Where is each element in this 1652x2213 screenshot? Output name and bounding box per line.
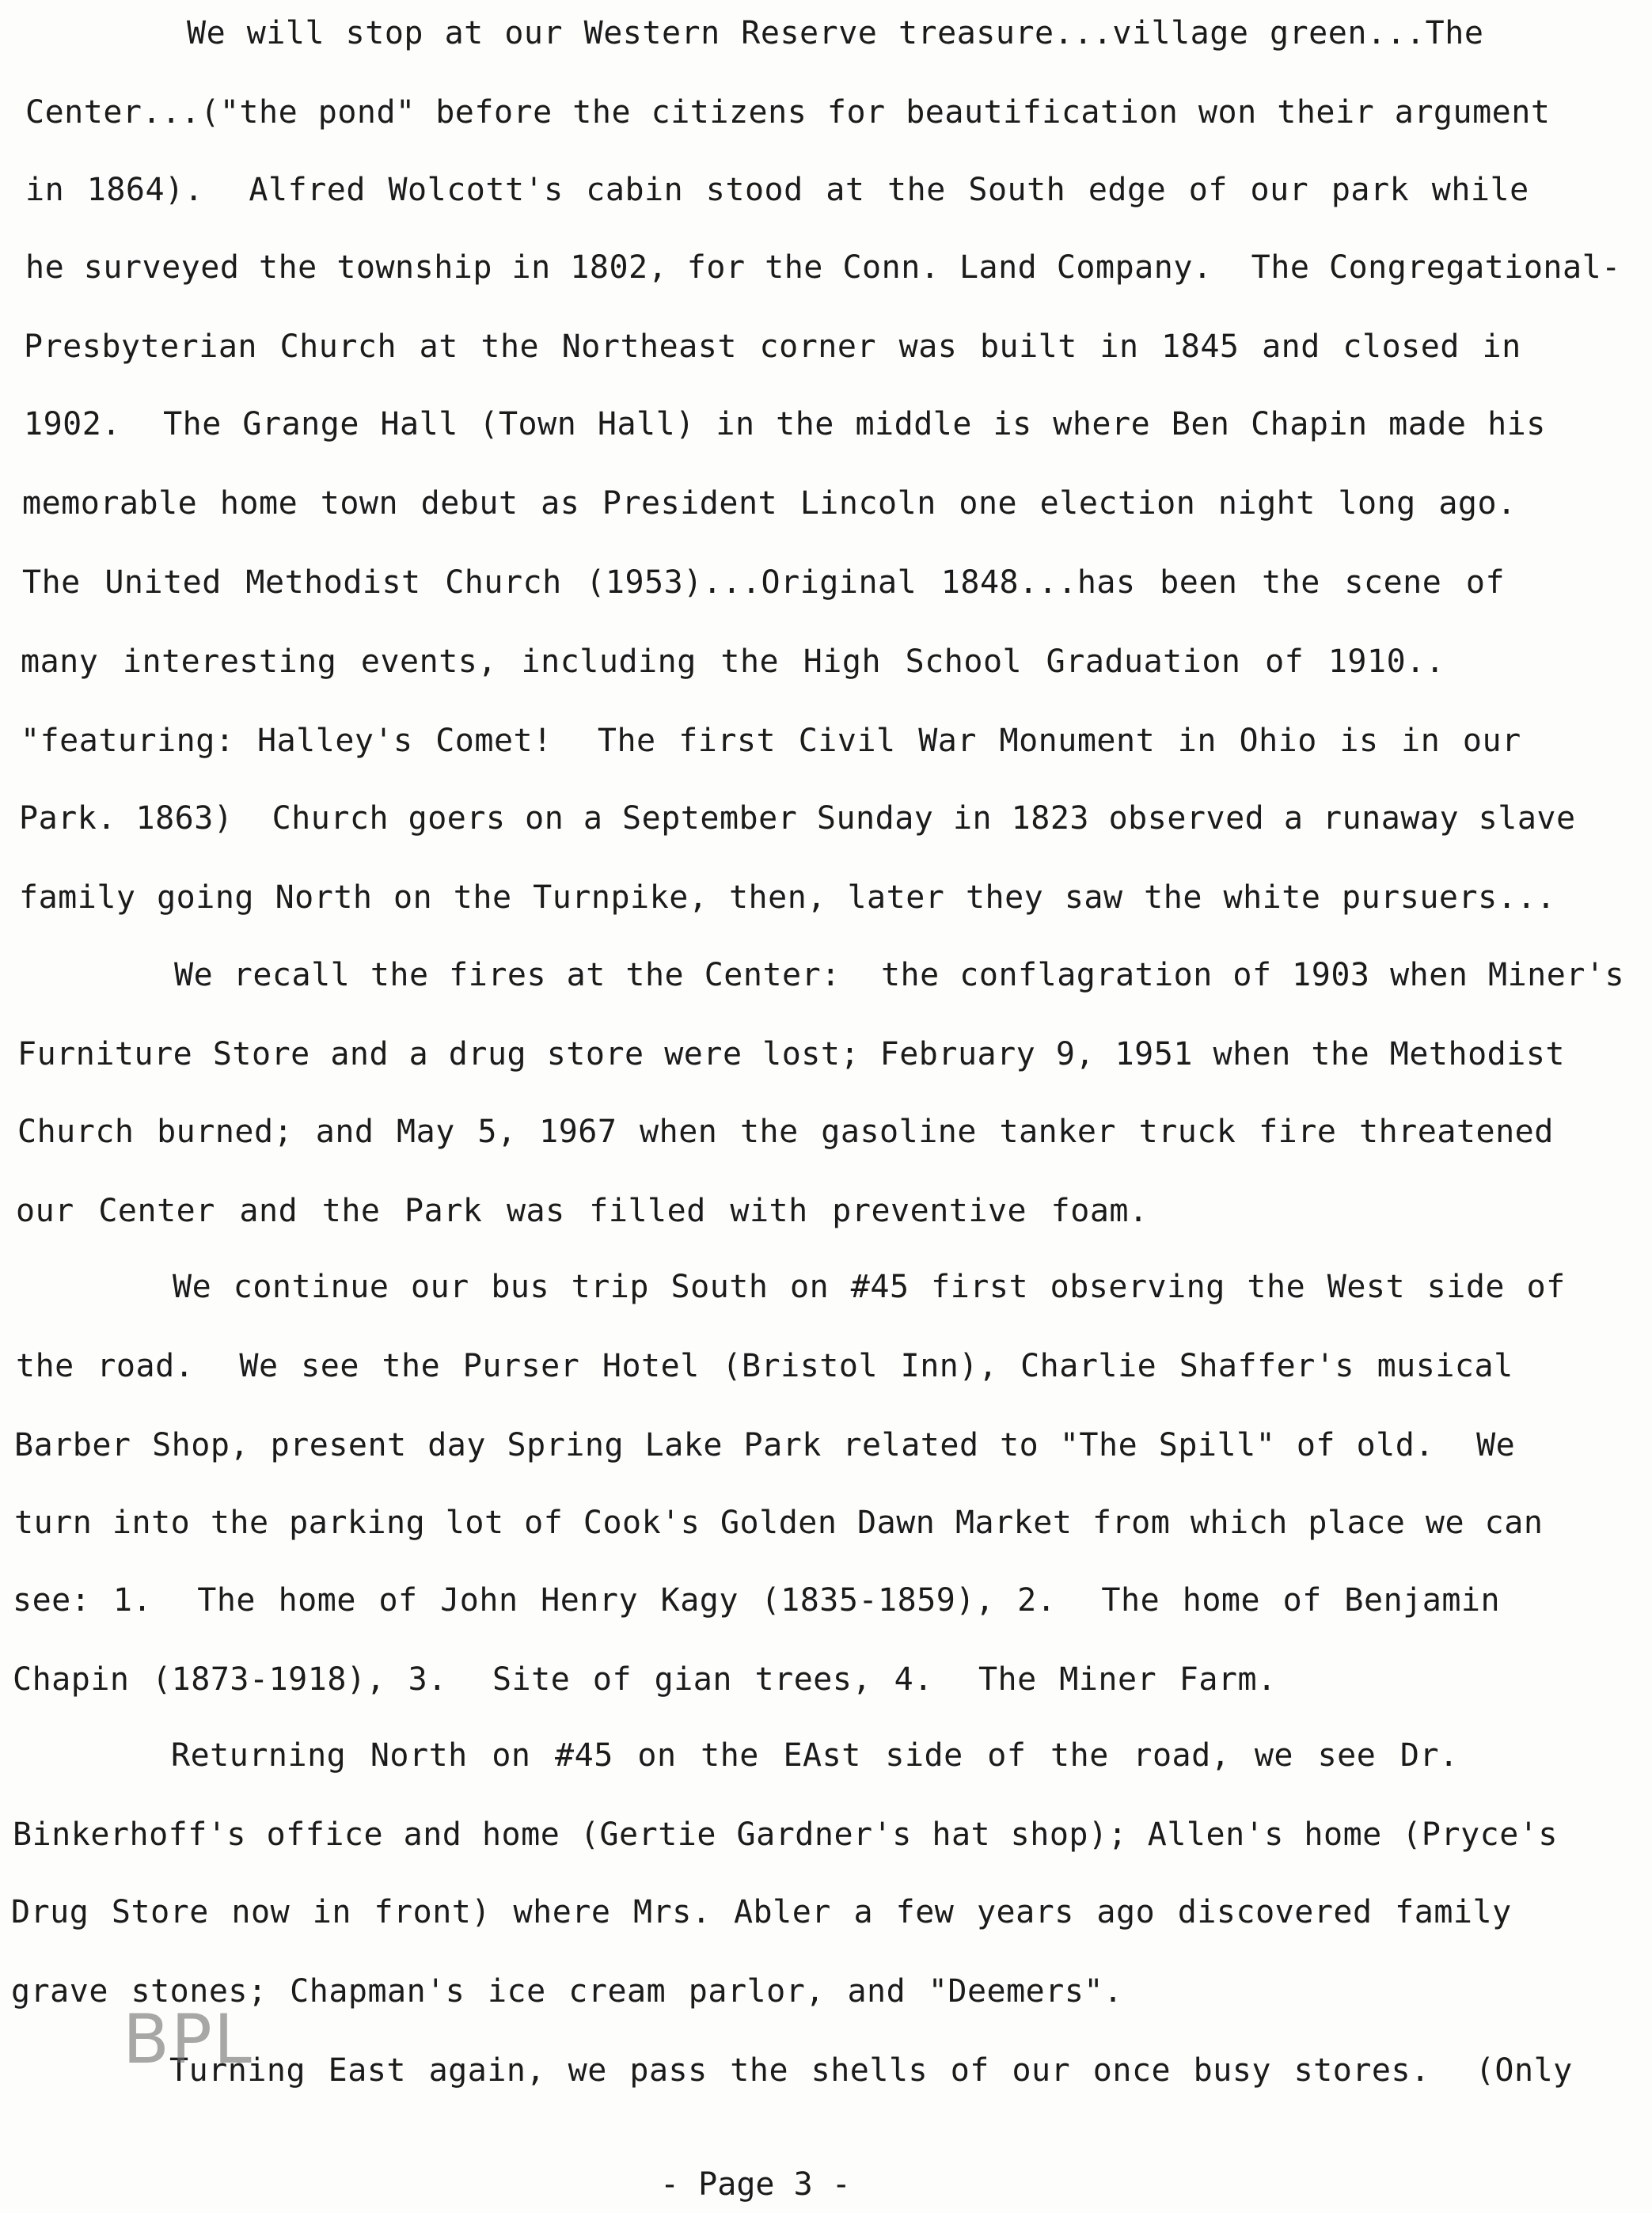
page-number-footer: - Page 3 - [660,2166,851,2203]
text-line: Drug Store now in front) where Mrs. Abler a few years ago discovered family [11,1894,1512,1930]
text-line: turn into the parking lot of Cook's Golden Dawn Market from which place we can [14,1505,1544,1541]
text-line: We recall the fires at the Center: the conflagration of 1903 when Miner's [174,957,1625,993]
text-line: Binkerhoff's office and home (Gertie Gardner's hat shop); Allen's home (Pryce's [13,1816,1558,1853]
text-line: We will stop at our Western Reserve treasure...village green...The [187,15,1484,51]
text-line: Presbyterian Church at the Northeast corner was built in 1845 and closed in [24,328,1521,365]
text-line: We continue our bus trip South on #45 first observing the West side of [173,1269,1566,1305]
text-line: Center...("the pond" before the citizens for beautification won their argument [25,94,1551,131]
text-line: Barber Shop, present day Spring Lake Park related to "The Spill" of old. We [14,1427,1516,1463]
text-line: Chapin (1873-1918), 3. Site of gian trees, 4. The Miner Farm. [13,1661,1277,1698]
text-line: see: 1. The home of John Henry Kagy (1835-1859), 2. The home of Benjamin [13,1582,1501,1619]
text-line: Park. 1863) Church goers on a September Sunday in 1823 observed a runaway slave [19,800,1576,837]
text-line: Church burned; and May 5, 1967 when the gasoline tanker truck fire threatened [17,1114,1554,1150]
bpl-watermark: BPL [123,2000,253,2079]
text-line: Furniture Store and a drug store were lost; February 9, 1951 when the Methodist [17,1036,1565,1072]
text-line: The United Methodist Church (1953)...Original 1848...has been the scene of [22,564,1506,601]
text-line: the road. We see the Purser Hotel (Bristol Inn), Charlie Shaffer's musical [16,1348,1513,1384]
text-line: "featuring: Halley's Comet! The first Civil War Monument in Ohio is in our [21,723,1521,759]
text-line: Turning East again, we pass the shells of our once busy stores. (Only [169,2052,1573,2089]
text-line: memorable home town debut as President Lincoln one election night long ago. [22,485,1517,522]
text-line: family going North on the Turnpike, then, later they saw the white pursuers... [19,879,1556,916]
text-line: he surveyed the township in 1802, for the Conn. Land Company. The Congregational- [25,249,1621,286]
text-line: in 1864). Alfred Wolcott's cabin stood at the South edge of our park while [25,172,1529,208]
text-line: grave stones; Chapman's ice cream parlor, and "Deemers". [11,1973,1123,2010]
text-line: our Center and the Park was filled with preventive foam. [16,1193,1149,1229]
text-line: 1902. The Grange Hall (Town Hall) in the middle is where Ben Chapin made his [24,406,1546,442]
text-line: many interesting events, including the High School Graduation of 1910.. [21,643,1445,680]
text-line: Returning North on #45 on the EAst side of the road, we see Dr. [171,1737,1459,1774]
